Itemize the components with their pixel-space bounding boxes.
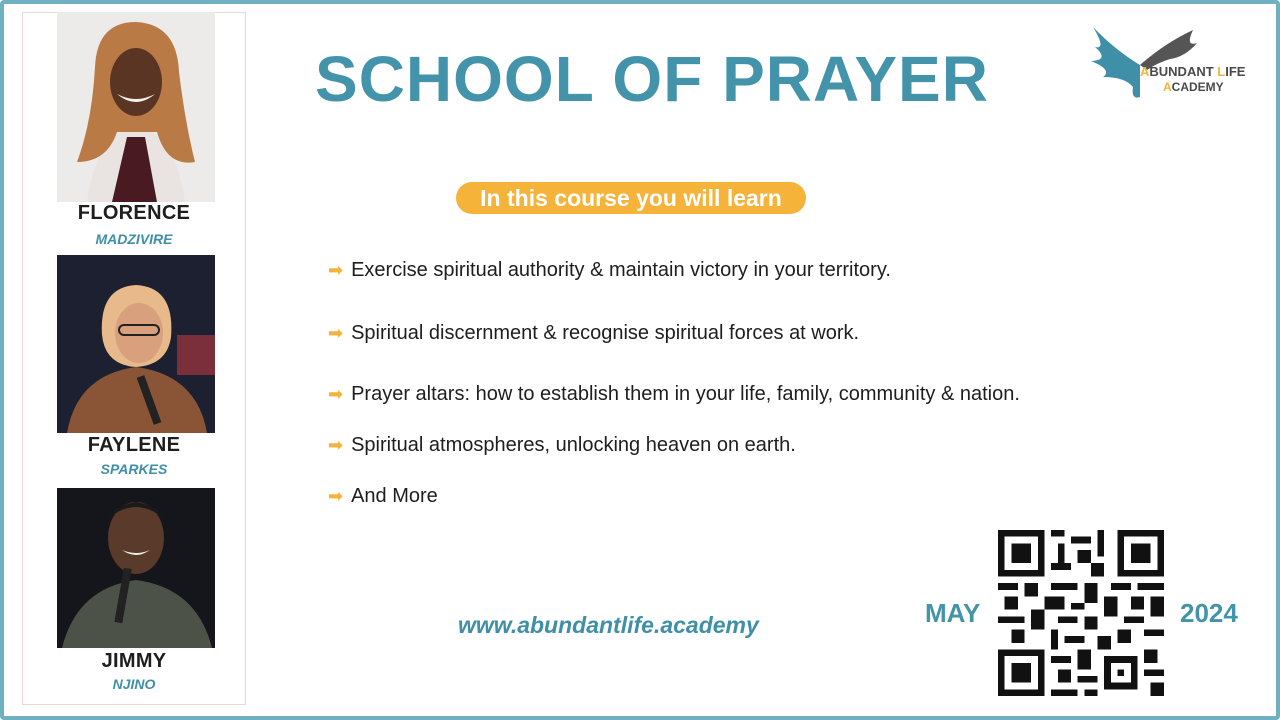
speaker-photo-florence [57,12,215,202]
speaker-first-name: FLORENCE [77,202,191,224]
month-label: MAY [925,598,981,628]
arrow-right-icon: ➡ [328,260,344,280]
speaker-last-name: SPARKES [100,461,168,477]
qr-code-icon[interactable] [998,530,1164,696]
speaker-last-name: MADZIVIRE [95,231,173,247]
website-link[interactable]: www.abundantlife.academy [458,612,759,638]
list-item [328,485,438,508]
year-label: 2024 [1180,598,1238,628]
bullet-text: And More [351,485,438,507]
course-label-badge: In this course you will learn [456,182,806,214]
bullet-text: Spiritual discernment & recognise spiritual forces at work. [351,322,860,344]
speaker-first-name: FAYLENE [87,434,181,456]
speaker-last-name: NJINO [112,676,156,692]
speaker-photo-faylene [57,255,215,433]
arrow-right-icon: ➡ [328,435,344,455]
speaker-photo-jimmy [57,488,215,648]
page-title: SCHOOL OF PRAYER [315,43,989,115]
logo-text-line1: ABUNDANT LIFE [1140,64,1246,79]
bullet-text: Exercise spiritual authority & maintain victory in your territory. [351,259,891,281]
list-item [328,259,891,282]
bullet-text: Spiritual atmospheres, unlocking heaven on earth. [351,434,796,456]
list-item [328,434,796,457]
speaker-first-name: JIMMY [101,650,167,672]
bullet-text: Prayer altars: how to establish them in your life, family, community & nation. [351,383,1020,405]
list-item [328,383,1020,406]
logo-text-line2: ACADEMY [1163,80,1224,94]
arrow-right-icon: ➡ [328,323,344,343]
arrow-right-icon: ➡ [328,486,344,506]
list-item [328,322,859,345]
arrow-right-icon: ➡ [328,384,344,404]
